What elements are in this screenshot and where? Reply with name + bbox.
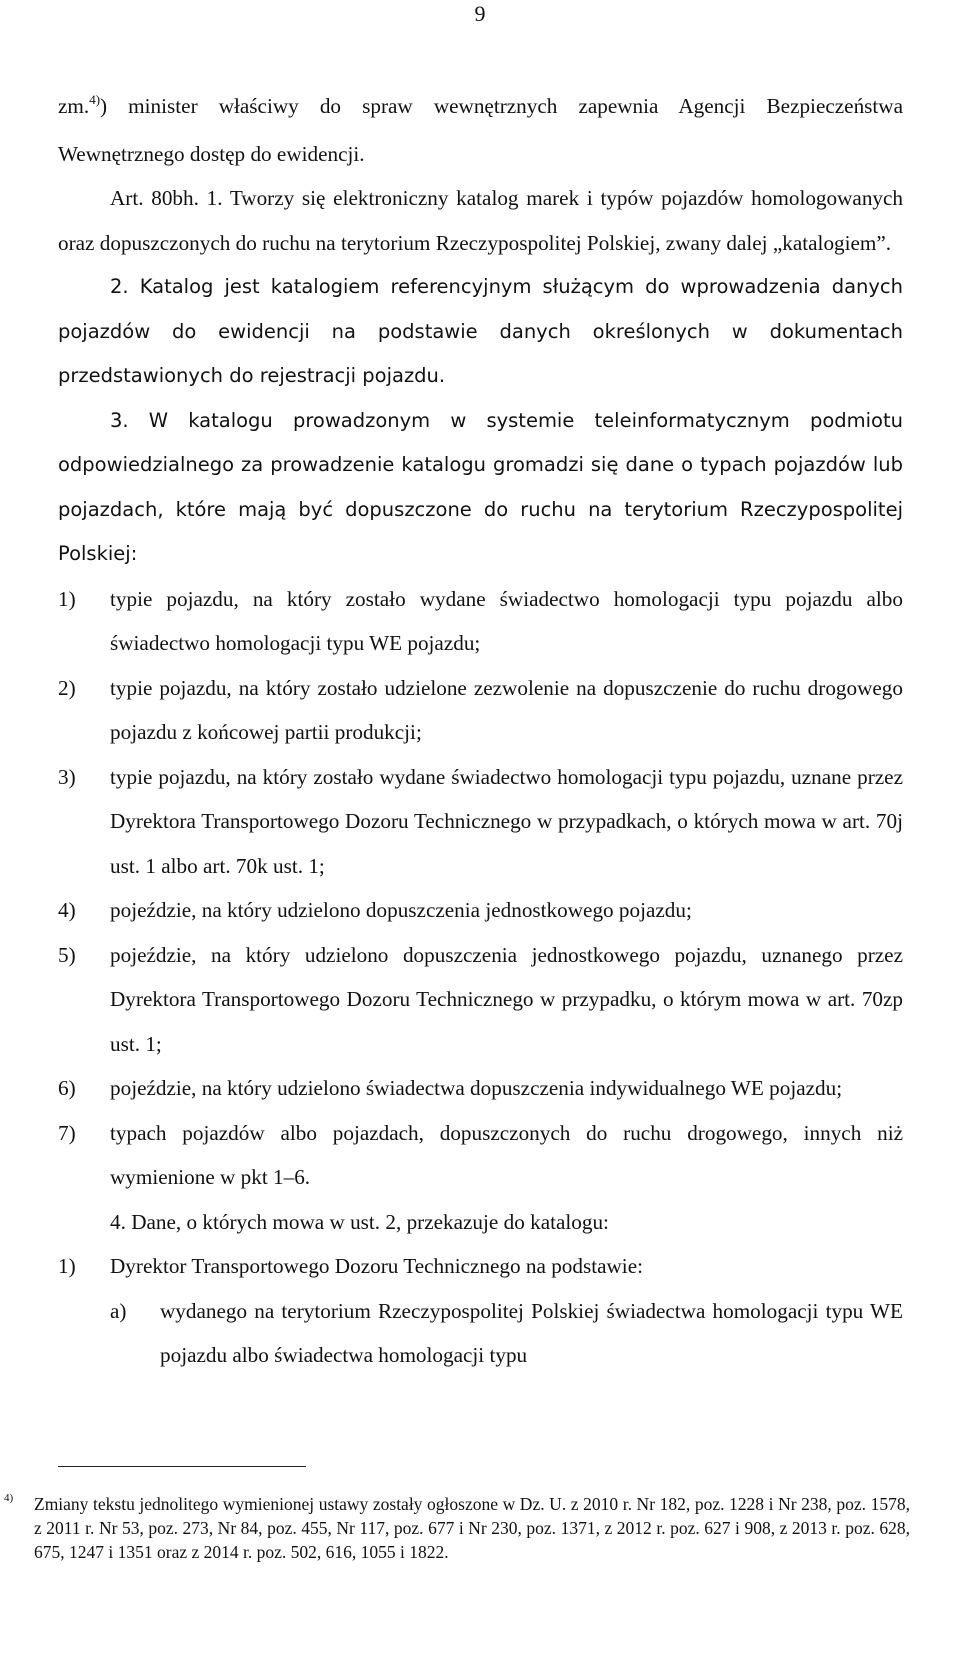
list-item-text: typie pojazdu, na który zostało wydane świadectwo homologacji typu pojazdu, uznane przez Dyrektora Transportowego Dozoru Technicznego w przypadkach, o których mowa w art. 70j ust. 1 albo art. 70k ust. 1; [110, 764, 903, 878]
sub-list-item [110, 1289, 903, 1378]
list-item [58, 1066, 903, 1111]
list-item-number: 6) [58, 1076, 76, 1100]
list-item-number: 3) [58, 764, 76, 789]
footnote [0, 1493, 960, 1564]
list-item-number: 7) [58, 1120, 76, 1145]
art-80bh-ust-1: Art. 80bh. 1. Tworzy się elektroniczny katalog marek i typów pojazdów homologowanych oraz dopuszczonych do ruchu na terytorium Rzeczypospolitej Polskiej, zwany dalej „katalogiem”. [58, 186, 903, 255]
list-item-text: typach pojazdów albo pojazdach, dopuszczonych do ruchu drogowego, innych niż wymienione w pkt 1–6. [110, 1120, 903, 1189]
intro-text: ) minister właściwy do spraw wewnętrznych zapewnia Agencji Bezpieczeństwa Wewnętrznego dostęp do ewidencji. [58, 94, 903, 166]
list-item-text: Dyrektor Transportowego Dozoru Technicznego na podstawie: [110, 1254, 643, 1278]
list-item-number: 1) [58, 1254, 76, 1278]
page-number: 9 [474, 1, 486, 26]
list-item-text: pojeździe, na który udzielono dopuszczenia jednostkowego pojazdu, uznanego przez Dyrektora Transportowego Dozoru Technicznego w przypadku, o którym mowa w art. 70zp ust. 1; [110, 942, 903, 1056]
intro-prefix: zm. [58, 94, 90, 118]
footnote-separator [58, 1466, 306, 1467]
footnote-reference[interactable]: 4) [89, 92, 101, 107]
list-item-text: pojeździe, na który udzielono dopuszczenia jednostkowego pojazdu; [110, 898, 692, 922]
list-item-text: typie pojazdu, na który zostało wydane świadectwo homologacji typu pojazdu albo świadectwo homologacji typu WE pojazdu; [110, 586, 903, 655]
art-80bh-ust-2: 2. Katalog jest katalogiem referencyjnym służącym do wprowadzenia danych pojazdów do ewidencji na podstawie danych określonych w dokumentach przedstawionych do rejestracji pojazdu. [58, 275, 903, 387]
list-item-number: 1) [58, 586, 76, 611]
list-item-text: typie pojazdu, na który zostało udzielone zezwolenie na dopuszczenie do ruchu drogowego pojazdu z końcowej partii produkcji; [110, 675, 903, 744]
list-item [58, 1244, 903, 1289]
art-80bh-ust-3: 3. W katalogu prowadzonym w systemie teleinformatycznym podmiotu odpowiedzialnego za prowadzenie katalogu gromadzi się dane o typach pojazdów lub pojazdach, które mają być dopuszczone do ruchu na terytorium Rzeczypospolitej Polskiej: [58, 408, 903, 565]
list-item [58, 666, 903, 755]
list-item [58, 1111, 903, 1200]
list-item-number: 5) [58, 942, 76, 967]
footnote-mark: 4) [4, 1492, 14, 1504]
list-item-number: 2) [58, 675, 76, 700]
sub-list-item-letter: a) [110, 1298, 127, 1323]
list-item [58, 933, 903, 1067]
footnote-text: Zmiany tekstu jednolitego wymienionej ustawy zostały ogłoszone w Dz. U. z 2010 r. Nr 182, poz. 1228 i Nr 238, poz. 1578, z 2011 r. Nr 53, poz. 273, Nr 84, poz. 455, Nr 117, poz. 677 i Nr 230, poz. 1371, z 2012 r. poz. 627 i 908, z 2013 r. poz. 628, 675, 1247 i 1351 oraz z 2014 r. poz. 502, 616, 1055 i 1822. [34, 1494, 910, 1562]
document-body [58, 84, 903, 1378]
intro-paragraph [58, 84, 903, 176]
list-item-number: 4) [58, 898, 76, 922]
list-item [58, 577, 903, 666]
list-item [58, 755, 903, 889]
list-item-text: pojeździe, na który udzielono świadectwa dopuszczenia indywidualnego WE pojazdu; [110, 1076, 843, 1100]
list-item [58, 888, 903, 933]
sub-list-item-text: wydanego na terytorium Rzeczypospolitej Polskiej świadectwa homologacji typu WE pojazdu albo świadectwa homologacji typu [160, 1298, 903, 1367]
art-80bh-ust-4: 4. Dane, o których mowa w ust. 2, przekazuje do katalogu: [110, 1209, 609, 1234]
